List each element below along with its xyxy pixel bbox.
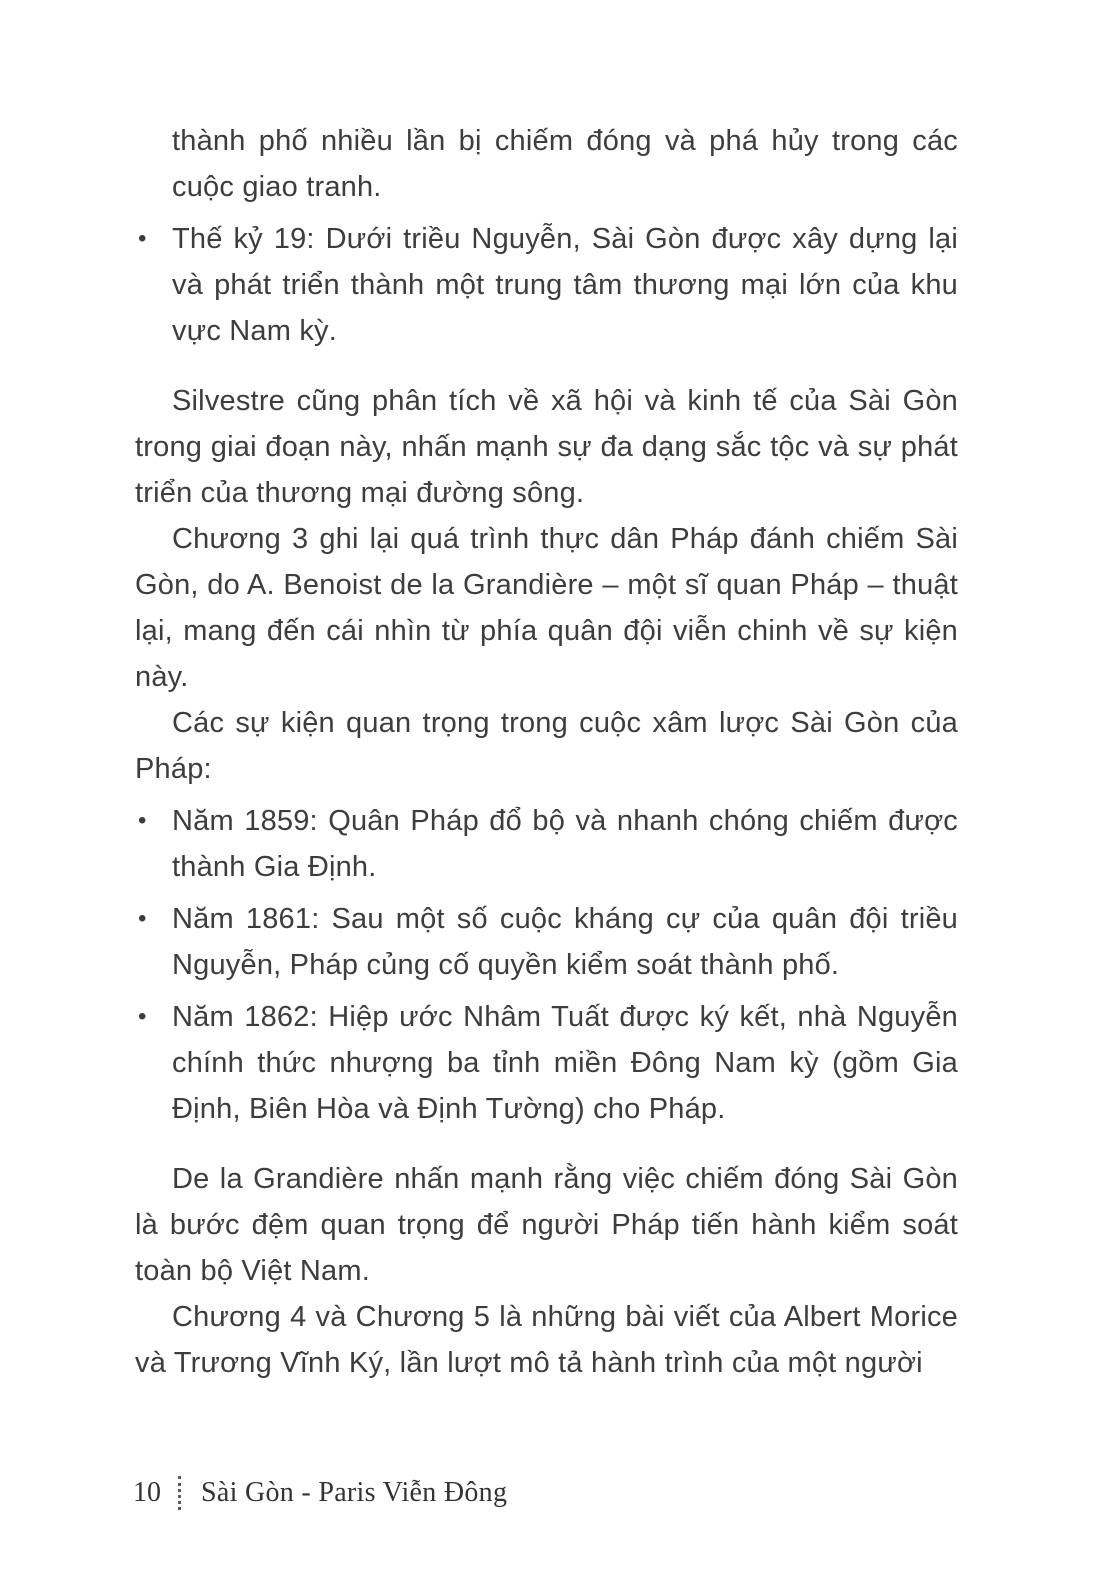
page-content	[135, 118, 958, 1386]
paragraph-chuong-4-5: Chương 4 và Chương 5 là những bài viết của Albert Morice và Trương Vĩnh Ký, lần lượt mô tả hành trình của một người	[135, 1301, 958, 1379]
section-gap	[135, 1132, 958, 1156]
section-gap	[135, 354, 958, 378]
bullet-icon: •	[138, 1003, 147, 1030]
paragraph-cac-su-kien: Các sự kiện quan trọng trong cuộc xâm lược Sài Gòn của Pháp:	[135, 707, 958, 785]
bullet-item-text: Năm 1859: Quân Pháp đổ bộ và nhanh chóng chiếm được thành Gia Định.	[172, 805, 958, 883]
bullet-icon: •	[138, 807, 147, 834]
bullet-item-text: Năm 1862: Hiệp ước Nhâm Tuất được ký kết, nhà Nguyễn chính thức nhượng ba tỉnh miền Đông Nam kỳ (gồm Gia Định, Biên Hòa và Định Tường) cho Pháp.	[172, 1001, 958, 1125]
paragraph-silvestre: Silvestre cũng phân tích về xã hội và kinh tế của Sài Gòn trong giai đoạn này, nhấn mạnh sự đa dạng sắc tộc và sự phát triển của thương mại đường sông.	[135, 385, 958, 509]
bullet-continuation-text: thành phố nhiều lần bị chiếm đóng và phá hủy trong các cuộc giao tranh.	[172, 125, 958, 203]
bullet-icon: •	[138, 905, 147, 932]
book-title: Sài Gòn - Paris Viễn Đông	[201, 1477, 508, 1508]
paragraph-de-la-grandiere: De la Grandière nhấn mạnh rằng việc chiếm đóng Sài Gòn là bước đệm quan trọng để người Pháp tiến hành kiểm soát toàn bộ Việt Nam.	[135, 1163, 958, 1287]
bullet-item-text: Thế kỷ 19: Dưới triều Nguyễn, Sài Gòn được xây dựng lại và phát triển thành một trung tâm thương mại lớn của khu vực Nam kỳ.	[172, 223, 958, 347]
bullet-item-the-ky-19	[135, 216, 958, 354]
bullet-icon: •	[138, 225, 147, 252]
bullet-item-nam-1861	[135, 896, 958, 988]
page-footer	[133, 1476, 507, 1510]
paragraph-chuong-3: Chương 3 ghi lại quá trình thực dân Pháp đánh chiếm Sài Gòn, do A. Benoist de la Grandière – một sĩ quan Pháp – thuật lại, mang đến cái nhìn từ phía quân đội viễn chinh về sự kiện này.	[135, 523, 958, 693]
footer-divider	[178, 1476, 181, 1510]
bullet-item-text: Năm 1861: Sau một số cuộc kháng cự của quân đội triều Nguyễn, Pháp củng cố quyền kiểm soát thành phố.	[172, 903, 958, 981]
bullet-item-nam-1859	[135, 798, 958, 890]
bullet-item-nam-1862	[135, 994, 958, 1132]
page-number: 10	[133, 1477, 161, 1508]
